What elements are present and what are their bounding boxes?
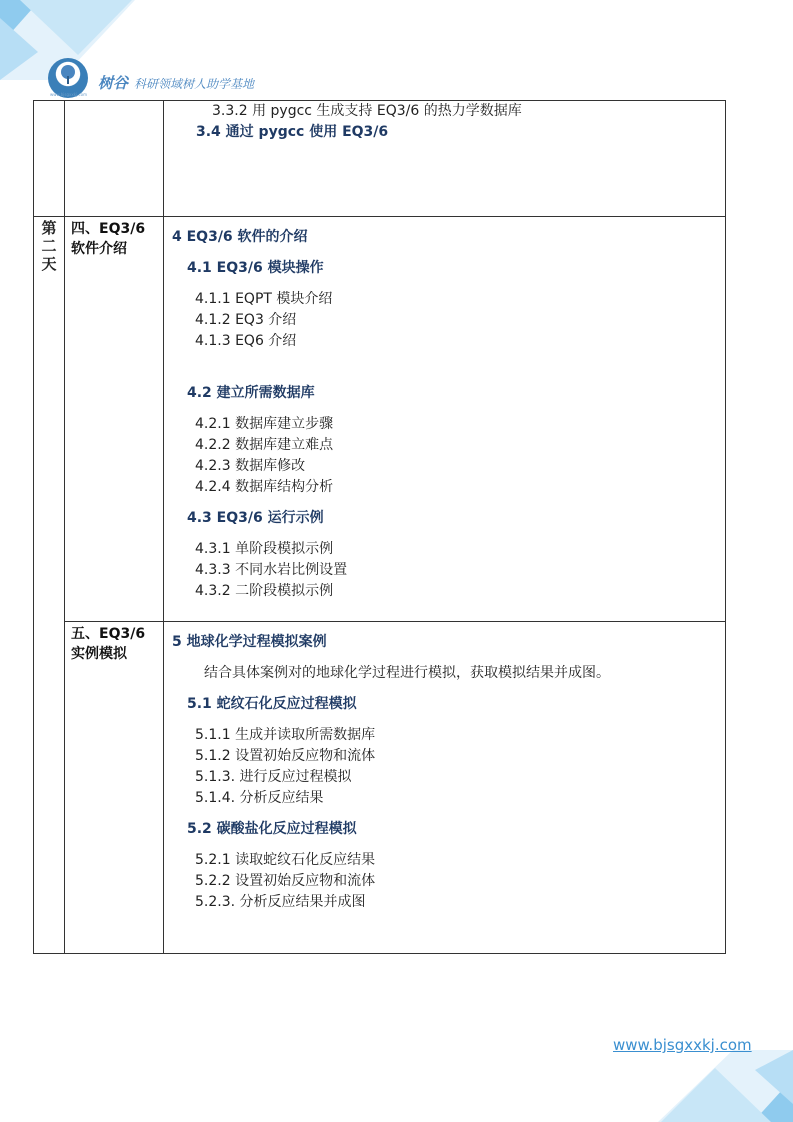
- section-heading: 4.3 EQ3/6 运行示例: [187, 510, 324, 526]
- logo-small-url: www.bjsgxxkj.com: [50, 92, 87, 97]
- list-item: 4.2.4 数据库结构分析: [195, 479, 334, 495]
- list-item: 5.1.1 生成并读取所需数据库: [195, 727, 376, 743]
- chapter-title: 4 EQ3/6 软件的介绍: [172, 229, 308, 245]
- section-heading: 5.1 蛇纹石化反应过程模拟: [187, 696, 357, 712]
- module-title: 四、EQ3/6: [71, 221, 146, 237]
- content-cell: [164, 217, 726, 622]
- list-item: 4.2.2 数据库建立难点: [195, 437, 334, 453]
- list-item: 4.3.2 二阶段模拟示例: [195, 583, 334, 599]
- list-item: 5.2.1 读取蛇纹石化反应结果: [195, 852, 376, 868]
- module-subtitle: 软件介绍: [71, 241, 127, 257]
- section-heading: 4.2 建立所需数据库: [187, 385, 315, 401]
- list-item: 4.2.3 数据库修改: [195, 458, 306, 474]
- logo-name: 树谷: [98, 74, 129, 92]
- list-item: 5.1.4. 分析反应结果: [195, 790, 324, 806]
- table-row: [34, 622, 726, 954]
- chapter-title: 5 地球化学过程模拟案例: [172, 634, 327, 650]
- list-item: 4.2.1 数据库建立步骤: [195, 416, 334, 432]
- day-cell: [34, 217, 65, 622]
- content-cell: [164, 622, 726, 954]
- day-char: 二: [41, 237, 57, 255]
- list-item: 4.3.1 单阶段模拟示例: [195, 541, 334, 557]
- module-label: [65, 622, 163, 664]
- day-cell: [34, 622, 65, 954]
- section-heading: 4.1 EQ3/6 模块操作: [187, 260, 324, 276]
- list-item: 4.1.1 EQPT 模块介绍: [195, 291, 333, 307]
- paragraph: 结合具体案例对的地球化学过程进行模拟，获取模拟结果并成图。: [204, 665, 610, 681]
- list-item: 3.3.2 用 pygcc 生成支持 EQ3/6 的热力学数据库: [212, 103, 522, 119]
- module-subtitle: 实例模拟: [71, 646, 127, 662]
- list-item: 5.1.2 设置初始反应物和流体: [195, 748, 376, 764]
- table-row: [34, 101, 726, 217]
- module-cell: [65, 217, 164, 622]
- module-label: [65, 217, 163, 259]
- list-item: 5.1.3. 进行反应过程模拟: [195, 769, 352, 785]
- course-schedule-table: [33, 100, 726, 954]
- module-title: 五、EQ3/6: [71, 626, 146, 642]
- module-cell: [65, 622, 164, 954]
- logo-slogan: 科研领域树人助学基地: [134, 77, 255, 91]
- list-item: 5.2.2 设置初始反应物和流体: [195, 873, 376, 889]
- section-heading: 5.2 碳酸盐化反应过程模拟: [187, 821, 357, 837]
- list-item: 4.3.3 不同水岩比例设置: [195, 562, 348, 578]
- content-cell: [164, 101, 726, 217]
- list-item: 4.1.2 EQ3 介绍: [195, 312, 297, 328]
- day-char: 第: [41, 219, 57, 237]
- header-logo: [48, 58, 308, 100]
- tree-icon: [57, 64, 79, 86]
- list-item: 5.2.3. 分析反应结果并成图: [195, 894, 366, 910]
- module-cell: [65, 101, 164, 217]
- footer-website-link[interactable]: www.bjsgxxkj.com: [613, 1036, 752, 1054]
- day-label: [34, 217, 64, 273]
- section-heading: 3.4 通过 pygcc 使用 EQ3/6: [196, 124, 389, 140]
- logo-text: [98, 72, 254, 93]
- list-item: 4.1.3 EQ6 介绍: [195, 333, 297, 349]
- table-row: [34, 217, 726, 622]
- day-cell: [34, 101, 65, 217]
- day-char: 天: [41, 255, 57, 273]
